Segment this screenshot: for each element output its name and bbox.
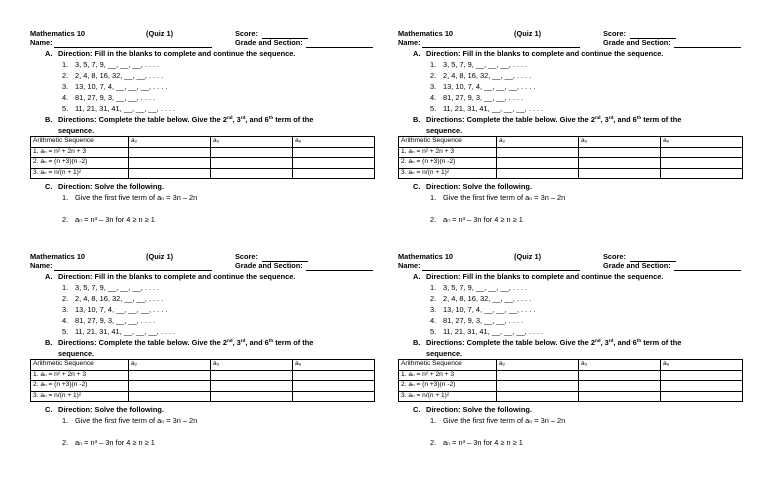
problem-item: 1. Give the first five term of aₙ = 3n – 2n	[430, 416, 566, 425]
part-a-letter: A.	[45, 49, 53, 58]
name-label: Name:	[30, 261, 53, 270]
answer-cell[interactable]	[211, 370, 293, 381]
part-c-letter: C.	[45, 182, 53, 191]
sequence-item: 5. 11, 21, 31, 41, __, __, __, . . . .	[430, 104, 544, 113]
answer-cell[interactable]	[579, 147, 661, 158]
answer-cell[interactable]	[211, 168, 293, 179]
sequence-cell: 2. aₙ = (n +3)(n -2)	[399, 381, 497, 392]
problem-item: 2. aₙ = n³ – 3n for 4 ≥ n ≥ 1	[430, 438, 523, 447]
answer-cell[interactable]	[293, 158, 375, 169]
name-label: Name:	[398, 261, 421, 270]
answer-cell[interactable]	[129, 158, 211, 169]
table-row	[399, 370, 743, 381]
part-a-direction: Direction: Fill in the blanks to complete and continue the sequence.	[426, 272, 664, 281]
name-blank[interactable]	[422, 270, 580, 271]
answer-cell[interactable]	[129, 147, 211, 158]
problem-item: 1. Give the first five term of aₙ = 3n – 2n	[430, 193, 566, 202]
part-b-direction-cont: sequence.	[426, 126, 463, 135]
quiz-label: (Quiz 1)	[514, 252, 542, 261]
score-label: Score:	[603, 29, 627, 38]
table-row	[31, 147, 375, 158]
table-header: a₂	[129, 360, 211, 371]
sequence-item: 4. 81, 27, 9, 3, __, __, . . . .	[62, 316, 156, 325]
sequence-cell: 2. aₙ = (n +3)(n -2)	[399, 158, 497, 169]
table-header: a₃	[211, 360, 293, 371]
quiz-copy-3	[30, 253, 386, 481]
quiz-label: (Quiz 1)	[514, 29, 542, 38]
sequence-cell: 3. aₙ = n/(n + 1)²	[399, 168, 497, 179]
answer-cell[interactable]	[579, 370, 661, 381]
answer-cell[interactable]	[129, 370, 211, 381]
table-row	[399, 381, 743, 392]
part-c-direction: Direction: Solve the following.	[426, 182, 532, 191]
sequence-item: 4. 81, 27, 9, 3, __, __, . . . .	[430, 316, 524, 325]
answer-cell[interactable]	[293, 391, 375, 402]
subject-label: Mathematics 10	[398, 29, 454, 38]
answer-cell[interactable]	[661, 147, 743, 158]
table-header: a₆	[293, 360, 375, 371]
sequence-cell: 3. aₙ = n/(n + 1)²	[399, 391, 497, 402]
answer-cell[interactable]	[497, 158, 579, 169]
part-b-direction-cont: sequence.	[426, 349, 463, 358]
part-a-letter: A.	[45, 272, 53, 281]
part-c-direction: Direction: Solve the following.	[426, 405, 532, 414]
table-header-row	[31, 137, 375, 148]
table-header-row	[399, 137, 743, 148]
sequence-item: 1. 3, 5, 7, 9, __, __, __, . . . .	[62, 283, 160, 292]
sequence-item: 1. 3, 5, 7, 9, __, __, __, . . . .	[430, 60, 528, 69]
answer-cell[interactable]	[129, 168, 211, 179]
name-label: Name:	[30, 38, 53, 47]
part-b-direction: B. Directions: Complete the table below. Give the 2nd, 3rd, and 6th term of the	[413, 338, 682, 347]
table-row	[31, 370, 375, 381]
sequence-item: 4. 81, 27, 9, 3, __, __, . . . .	[62, 93, 156, 102]
answer-cell[interactable]	[211, 158, 293, 169]
sequence-item: 2. 2, 4, 8, 16, 32, __, __, . . . .	[62, 294, 164, 303]
problem-item: 1. Give the first five term of aₙ = 3n – 2n	[62, 193, 198, 202]
sequence-item: 3. 13, 10, 7, 4, __, __, __, . . . .	[62, 82, 168, 91]
sequence-item: 3. 13, 10, 7, 4, __, __, __, . . . .	[62, 305, 168, 314]
answer-cell[interactable]	[293, 147, 375, 158]
grade-section-label: Grade and Section:	[235, 38, 303, 47]
subject-label: Mathematics 10	[30, 29, 86, 38]
table-header: Arithmetic Sequence	[31, 137, 129, 148]
table-header: Arithmetic Sequence	[31, 360, 129, 371]
table-row	[31, 381, 375, 392]
table-header: a₃	[211, 137, 293, 148]
answer-cell[interactable]	[211, 381, 293, 392]
answer-cell[interactable]	[661, 168, 743, 179]
answer-cell[interactable]	[579, 168, 661, 179]
score-label: Score:	[603, 252, 627, 261]
sequence-item: 3. 13, 10, 7, 4, __, __, __, . . . .	[430, 82, 536, 91]
part-b-direction: B. Directions: Complete the table below. Give the 2nd, 3rd, and 6th term of the	[45, 338, 314, 347]
problem-item: 2. aₙ = n³ – 3n for 4 ≥ n ≥ 1	[62, 438, 155, 447]
part-b-direction: B. Directions: Complete the table below. Give the 2nd, 3rd, and 6th term of the	[45, 115, 314, 124]
table-header: a₃	[579, 360, 661, 371]
answer-cell[interactable]	[211, 147, 293, 158]
problem-item: 1. Give the first five term of aₙ = 3n – 2n	[62, 416, 198, 425]
name-blank[interactable]	[422, 47, 580, 48]
quiz-copy-4	[398, 253, 754, 481]
sequence-item: 1. 3, 5, 7, 9, __, __, __, . . . .	[430, 283, 528, 292]
grade-section-blank[interactable]	[674, 47, 741, 48]
quiz-label: (Quiz 1)	[146, 29, 174, 38]
name-blank[interactable]	[54, 47, 212, 48]
answer-cell[interactable]	[293, 370, 375, 381]
arithmetic-table	[398, 359, 743, 402]
part-b-direction-cont: sequence.	[58, 349, 95, 358]
part-a-direction: Direction: Fill in the blanks to complete and continue the sequence.	[58, 272, 296, 281]
table-row	[399, 147, 743, 158]
part-b-direction-cont: sequence.	[58, 126, 95, 135]
answer-cell[interactable]	[497, 381, 579, 392]
answer-cell[interactable]	[497, 147, 579, 158]
table-header-row	[399, 360, 743, 371]
answer-cell[interactable]	[497, 370, 579, 381]
sequence-cell: 2. aₙ = (n +3)(n -2)	[31, 381, 129, 392]
name-label: Name:	[398, 38, 421, 47]
part-c-letter: C.	[413, 405, 421, 414]
score-label: Score:	[235, 252, 259, 261]
sequence-cell: 1. aₙ = n² + 2n + 3	[31, 147, 129, 158]
table-header: Arithmetic Sequence	[399, 137, 497, 148]
part-c-direction: Direction: Solve the following.	[58, 182, 164, 191]
table-row	[399, 158, 743, 169]
grade-section-label: Grade and Section:	[603, 261, 671, 270]
sequence-cell: 2. aₙ = (n +3)(n -2)	[31, 158, 129, 169]
part-a-direction: Direction: Fill in the blanks to complete and continue the sequence.	[58, 49, 296, 58]
answer-cell[interactable]	[661, 158, 743, 169]
answer-cell[interactable]	[129, 391, 211, 402]
answer-cell[interactable]	[293, 168, 375, 179]
quiz-copy-1	[30, 29, 386, 261]
part-c-letter: C.	[413, 182, 421, 191]
answer-cell[interactable]	[661, 391, 743, 402]
arithmetic-table	[30, 136, 375, 179]
table-header: a₂	[129, 137, 211, 148]
table-header: a₂	[497, 360, 579, 371]
part-c-letter: C.	[45, 405, 53, 414]
sequence-item: 2. 2, 4, 8, 16, 32, __, __, . . . .	[430, 71, 532, 80]
sequence-item: 5. 11, 21, 31, 41, __, __, __, . . . .	[62, 327, 176, 336]
quiz-copy-2	[398, 29, 754, 261]
sequence-cell: 1. aₙ = n² + 2n + 3	[399, 147, 497, 158]
sequence-cell: 3. aₙ = n/(n + 1)²	[31, 391, 129, 402]
subject-label: Mathematics 10	[398, 252, 454, 261]
part-a-letter: A.	[413, 49, 421, 58]
arithmetic-table	[30, 359, 375, 402]
sequence-cell: 1. aₙ = n² + 2n + 3	[31, 370, 129, 381]
part-a-direction: Direction: Fill in the blanks to complete and continue the sequence.	[426, 49, 664, 58]
table-row	[399, 391, 743, 402]
table-header: Arithmetic Sequence	[399, 360, 497, 371]
grade-section-label: Grade and Section:	[603, 38, 671, 47]
table-header-row	[31, 360, 375, 371]
table-row	[31, 168, 375, 179]
answer-cell[interactable]	[661, 370, 743, 381]
name-blank[interactable]	[54, 270, 212, 271]
table-row	[399, 168, 743, 179]
answer-cell[interactable]	[661, 381, 743, 392]
table-header: a₆	[661, 360, 743, 371]
table-header: a₆	[293, 137, 375, 148]
sequence-item: 2. 2, 4, 8, 16, 32, __, __, . . . .	[430, 294, 532, 303]
problem-item: 2. aₙ = n³ – 3n for 4 ≥ n ≥ 1	[62, 215, 155, 224]
answer-cell[interactable]	[497, 168, 579, 179]
answer-cell[interactable]	[579, 158, 661, 169]
quiz-label: (Quiz 1)	[146, 252, 174, 261]
table-header: a₃	[579, 137, 661, 148]
part-b-direction: B. Directions: Complete the table below. Give the 2nd, 3rd, and 6th term of the	[413, 115, 682, 124]
part-c-direction: Direction: Solve the following.	[58, 405, 164, 414]
subject-label: Mathematics 10	[30, 252, 86, 261]
sequence-item: 5. 11, 21, 31, 41, __, __, __, . . . .	[430, 327, 544, 336]
answer-cell[interactable]	[293, 381, 375, 392]
sequence-cell: 3. aₙ = n/(n + 1)²	[31, 168, 129, 179]
answer-cell[interactable]	[129, 381, 211, 392]
answer-cell[interactable]	[579, 391, 661, 402]
score-label: Score:	[235, 29, 259, 38]
sequence-item: 2. 2, 4, 8, 16, 32, __, __, . . . .	[62, 71, 164, 80]
grade-section-blank[interactable]	[306, 270, 373, 271]
answer-cell[interactable]	[497, 391, 579, 402]
table-row	[31, 158, 375, 169]
sequence-item: 5. 11, 21, 31, 41, __, __, __, . . . .	[62, 104, 176, 113]
answer-cell[interactable]	[579, 381, 661, 392]
sequence-item: 4. 81, 27, 9, 3, __, __, . . . .	[430, 93, 524, 102]
grade-section-blank[interactable]	[674, 270, 741, 271]
problem-item: 2. aₙ = n³ – 3n for 4 ≥ n ≥ 1	[430, 215, 523, 224]
grade-section-blank[interactable]	[306, 47, 373, 48]
table-header: a₂	[497, 137, 579, 148]
part-a-letter: A.	[413, 272, 421, 281]
grade-section-label: Grade and Section:	[235, 261, 303, 270]
table-row	[31, 391, 375, 402]
arithmetic-table	[398, 136, 743, 179]
answer-cell[interactable]	[211, 391, 293, 402]
table-header: a₆	[661, 137, 743, 148]
sequence-item: 3. 13, 10, 7, 4, __, __, __, . . . .	[430, 305, 536, 314]
sequence-item: 1. 3, 5, 7, 9, __, __, __, . . . .	[62, 60, 160, 69]
sequence-cell: 1. aₙ = n² + 2n + 3	[399, 370, 497, 381]
